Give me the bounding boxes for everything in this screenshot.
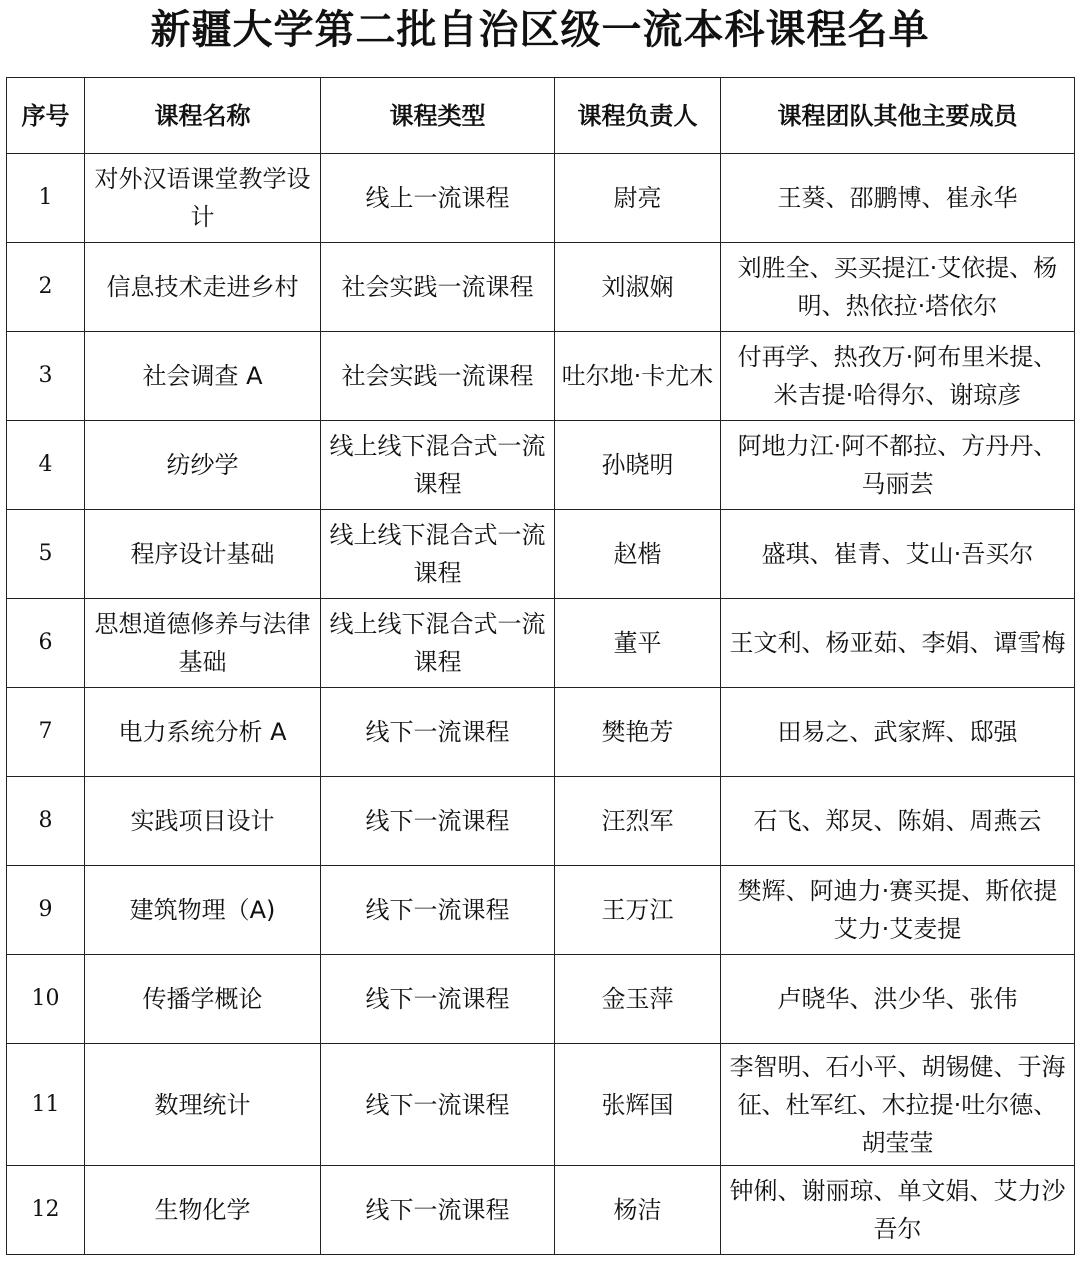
cell-course-name: 实践项目设计 bbox=[85, 777, 321, 866]
cell-course-name: 生物化学 bbox=[85, 1166, 321, 1255]
table-header-row bbox=[7, 78, 1075, 154]
cell-course-leader: 赵楷 bbox=[555, 510, 721, 599]
cell-course-type: 线上一流课程 bbox=[321, 154, 555, 243]
cell-course-type: 线下一流课程 bbox=[321, 688, 555, 777]
table-row bbox=[7, 599, 1075, 688]
table-row bbox=[7, 421, 1075, 510]
cell-serial-number: 1 bbox=[7, 154, 85, 243]
cell-course-leader: 董平 bbox=[555, 599, 721, 688]
table-row bbox=[7, 510, 1075, 599]
cell-team-members: 樊辉、阿迪力·赛买提、斯依提艾力·艾麦提 bbox=[721, 866, 1075, 955]
cell-course-leader: 刘淑娴 bbox=[555, 243, 721, 332]
cell-course-name: 数理统计 bbox=[85, 1044, 321, 1166]
cell-course-name: 对外汉语课堂教学设计 bbox=[85, 154, 321, 243]
cell-course-type: 社会实践一流课程 bbox=[321, 332, 555, 421]
cell-team-members: 李智明、石小平、胡锡健、于海征、杜军红、木拉提·吐尔德、胡莹莹 bbox=[721, 1044, 1075, 1166]
cell-course-leader: 杨洁 bbox=[555, 1166, 721, 1255]
cell-course-type: 线下一流课程 bbox=[321, 955, 555, 1044]
cell-team-members: 付再学、热孜万·阿布里米提、米吉提·哈得尔、谢琼彦 bbox=[721, 332, 1075, 421]
table-row bbox=[7, 955, 1075, 1044]
table-row bbox=[7, 688, 1075, 777]
table-row bbox=[7, 777, 1075, 866]
cell-course-leader: 吐尔地·卡尤木 bbox=[555, 332, 721, 421]
cell-team-members: 盛琪、崔青、艾山·吾买尔 bbox=[721, 510, 1075, 599]
cell-serial-number: 9 bbox=[7, 866, 85, 955]
cell-course-name: 思想道德修养与法律基础 bbox=[85, 599, 321, 688]
cell-team-members: 钟俐、谢丽琼、单文娟、艾力沙吾尔 bbox=[721, 1166, 1075, 1255]
cell-course-name: 传播学概论 bbox=[85, 955, 321, 1044]
cell-serial-number: 6 bbox=[7, 599, 85, 688]
cell-serial-number: 2 bbox=[7, 243, 85, 332]
cell-course-type: 线上线下混合式一流课程 bbox=[321, 599, 555, 688]
course-list-table bbox=[6, 77, 1075, 1255]
header-course-type: 课程类型 bbox=[321, 78, 555, 154]
cell-serial-number: 12 bbox=[7, 1166, 85, 1255]
cell-course-name: 建筑物理（A) bbox=[85, 866, 321, 955]
cell-course-name: 程序设计基础 bbox=[85, 510, 321, 599]
cell-serial-number: 11 bbox=[7, 1044, 85, 1166]
cell-course-type: 线上线下混合式一流课程 bbox=[321, 510, 555, 599]
cell-course-leader: 张辉国 bbox=[555, 1044, 721, 1166]
table-row bbox=[7, 243, 1075, 332]
header-course-leader: 课程负责人 bbox=[555, 78, 721, 154]
table-row bbox=[7, 866, 1075, 955]
header-team-members: 课程团队其他主要成员 bbox=[721, 78, 1075, 154]
cell-serial-number: 5 bbox=[7, 510, 85, 599]
cell-course-leader: 金玉萍 bbox=[555, 955, 721, 1044]
cell-course-name: 电力系统分析 A bbox=[85, 688, 321, 777]
cell-team-members: 刘胜全、买买提江·艾依提、杨明、热依拉·塔依尔 bbox=[721, 243, 1075, 332]
cell-course-leader: 孙晓明 bbox=[555, 421, 721, 510]
cell-serial-number: 4 bbox=[7, 421, 85, 510]
cell-course-type: 线下一流课程 bbox=[321, 866, 555, 955]
cell-team-members: 阿地力江·阿不都拉、方丹丹、马丽芸 bbox=[721, 421, 1075, 510]
table-row bbox=[7, 154, 1075, 243]
cell-course-type: 线上线下混合式一流课程 bbox=[321, 421, 555, 510]
cell-course-type: 线下一流课程 bbox=[321, 1166, 555, 1255]
table-row bbox=[7, 1166, 1075, 1255]
cell-course-leader: 汪烈军 bbox=[555, 777, 721, 866]
cell-team-members: 王文利、杨亚茹、李娟、谭雪梅 bbox=[721, 599, 1075, 688]
cell-course-type: 线下一流课程 bbox=[321, 1044, 555, 1166]
cell-course-leader: 王万江 bbox=[555, 866, 721, 955]
cell-team-members: 王葵、邵鹏博、崔永华 bbox=[721, 154, 1075, 243]
cell-course-name: 信息技术走进乡村 bbox=[85, 243, 321, 332]
header-serial-number: 序号 bbox=[7, 78, 85, 154]
table-row bbox=[7, 1044, 1075, 1166]
cell-course-name: 纺纱学 bbox=[85, 421, 321, 510]
cell-team-members: 田易之、武家辉、邸强 bbox=[721, 688, 1075, 777]
cell-serial-number: 3 bbox=[7, 332, 85, 421]
cell-course-type: 社会实践一流课程 bbox=[321, 243, 555, 332]
cell-team-members: 石飞、郑炅、陈娟、周燕云 bbox=[721, 777, 1075, 866]
cell-course-leader: 樊艳芳 bbox=[555, 688, 721, 777]
cell-course-type: 线下一流课程 bbox=[321, 777, 555, 866]
cell-serial-number: 10 bbox=[7, 955, 85, 1044]
cell-course-name: 社会调查 A bbox=[85, 332, 321, 421]
cell-course-leader: 尉亮 bbox=[555, 154, 721, 243]
page-title: 新疆大学第二批自治区级一流本科课程名单 bbox=[150, 6, 930, 53]
table-row bbox=[7, 332, 1075, 421]
cell-serial-number: 7 bbox=[7, 688, 85, 777]
cell-serial-number: 8 bbox=[7, 777, 85, 866]
header-course-name: 课程名称 bbox=[85, 78, 321, 154]
cell-team-members: 卢晓华、洪少华、张伟 bbox=[721, 955, 1075, 1044]
